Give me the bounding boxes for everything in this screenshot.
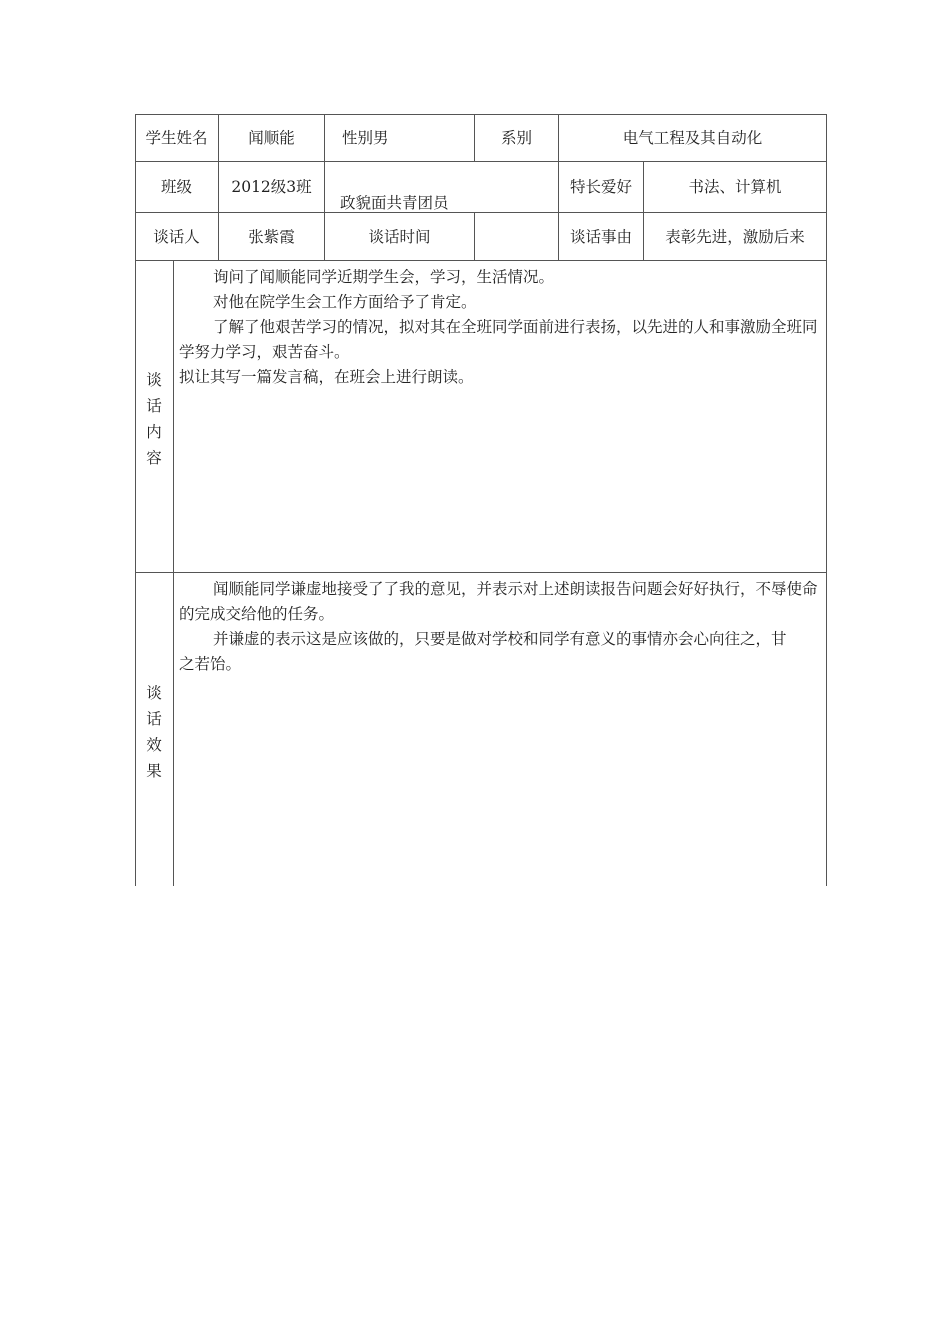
rule-right [826,114,827,886]
label-char: 谈 [146,684,162,702]
rule-v [474,212,475,260]
name-value: 闻顺能 [248,129,295,147]
label-char: 话 [146,397,162,415]
label-char: 谈 [146,371,162,389]
hobby-value: 书法、计算机 [688,178,782,196]
content-paragraph: 对他在院学生会工作方面给予了肯定。 [213,293,477,311]
effect-paragraph: 闻顺能同学谦虚地接受了了我的意见，并表示对上述朗读报告问题会好好执行，不辱使命的完成交给他的任务。 [179,580,818,623]
content-paragraph: 询问了闻顺能同学近期学生会，学习，生活情况。 [213,268,555,286]
content-paragraph: 拟让其写一篇发言稿，在班会上进行朗读。 [179,368,474,386]
name-label: 学生姓名 [145,129,208,147]
label-char: 话 [146,710,162,728]
rule-top [135,114,827,115]
talker-value: 张紫霞 [248,228,295,246]
rule-content [135,572,827,573]
political-status: 政貌面共青团员 [340,194,449,212]
time-label: 谈话时间 [368,228,431,246]
class-label: 班级 [160,178,192,196]
dept-value: 电气工程及其自动化 [622,129,763,147]
rule-row3 [135,260,827,261]
dept-label: 系别 [500,129,532,147]
reason-label: 谈话事由 [569,228,632,246]
content-label [135,367,173,471]
effect-paragraph: 并谦虚的表示这是应该做的，只要是做对学校和同学有意义的事情亦会心向往之，甘之若饴。 [179,630,787,673]
class-value: 2012级3班 [231,178,312,196]
talk-record-form [135,114,827,886]
content-text [179,265,825,390]
reason-value: 表彰先进，激励后来 [665,228,805,246]
effect-label [135,680,173,784]
hobby-label: 特长爱好 [569,178,632,196]
label-char: 容 [146,449,162,467]
label-char: 效 [146,736,162,754]
label-char: 内 [146,423,162,441]
label-char: 果 [146,762,162,780]
rule-row1 [135,161,827,162]
content-paragraph: 了解了他艰苦学习的情况，拟对其在全班同学面前进行表扬，以先进的人和事激励全班同学努力学习，艰苦奋斗。 [179,318,818,361]
effect-text [179,577,825,677]
rule-v [173,260,174,886]
rule-row2 [135,212,827,213]
gender-field: 性别男 [342,129,389,147]
talker-label: 谈话人 [153,228,200,246]
